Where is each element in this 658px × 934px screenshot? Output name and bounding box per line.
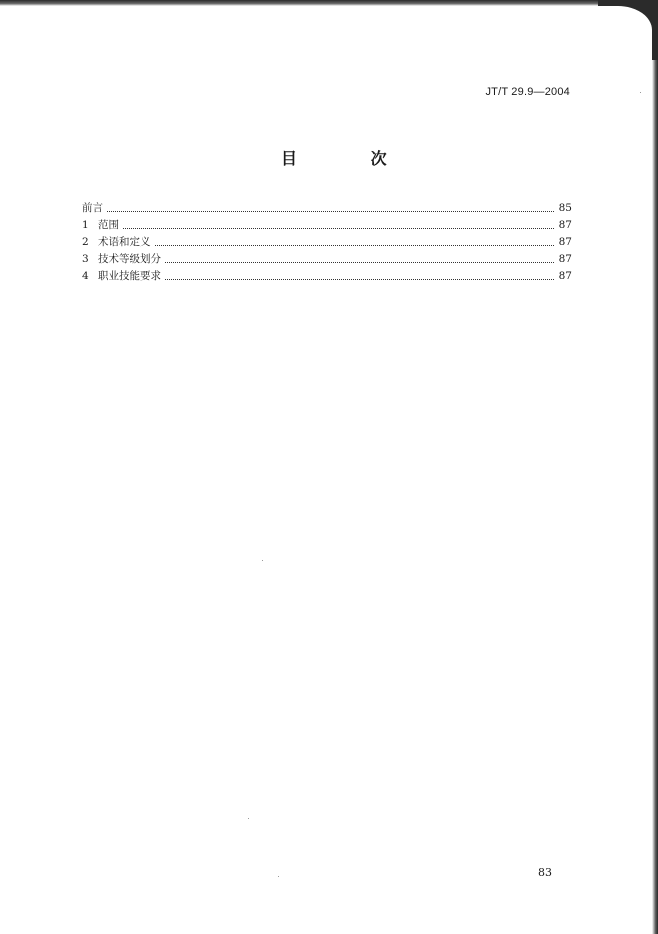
toc-title: 目 次 xyxy=(281,149,421,168)
scan-corner-shadow xyxy=(598,0,658,60)
document-code: JT/T 29.9—2004 xyxy=(485,86,570,98)
scan-speck xyxy=(262,560,263,561)
toc-entry-grades[interactable] xyxy=(82,249,572,266)
toc-entry-label: 技术等级划分 xyxy=(98,253,161,265)
dot-leader xyxy=(165,262,554,263)
toc-entry-label: 范围 xyxy=(98,219,119,231)
toc-entry-page: 87 xyxy=(558,253,572,265)
scan-speck xyxy=(278,876,279,877)
dot-leader xyxy=(107,211,554,212)
toc-entry-number: 4 xyxy=(82,270,89,282)
dot-leader xyxy=(165,279,554,280)
toc-entry-scope[interactable] xyxy=(82,215,572,232)
dot-leader xyxy=(155,245,555,246)
scan-speck xyxy=(640,92,641,93)
scan-speck xyxy=(248,818,249,819)
toc-entry-number: 3 xyxy=(82,253,89,265)
toc-entry-label: 术语和定义 xyxy=(98,236,151,248)
page-number: 83 xyxy=(538,866,552,879)
toc-entry-number: 1 xyxy=(82,219,89,231)
toc-entry-page: 87 xyxy=(558,270,572,282)
toc-entry-number: 2 xyxy=(82,236,89,248)
toc-entry-preface[interactable] xyxy=(82,198,572,215)
toc-entry-skills[interactable] xyxy=(82,266,572,283)
dot-leader xyxy=(123,228,554,229)
toc-entry-page: 85 xyxy=(558,202,572,214)
toc-entry-label: 前言 xyxy=(82,202,103,214)
table-of-contents xyxy=(82,198,572,283)
toc-entry-label: 职业技能要求 xyxy=(98,270,161,282)
toc-entry-page: 87 xyxy=(558,236,572,248)
scan-edge-top xyxy=(0,0,658,6)
scan-edge-right xyxy=(652,40,658,934)
toc-entry-terms[interactable] xyxy=(82,232,572,249)
toc-entry-page: 87 xyxy=(558,219,572,231)
